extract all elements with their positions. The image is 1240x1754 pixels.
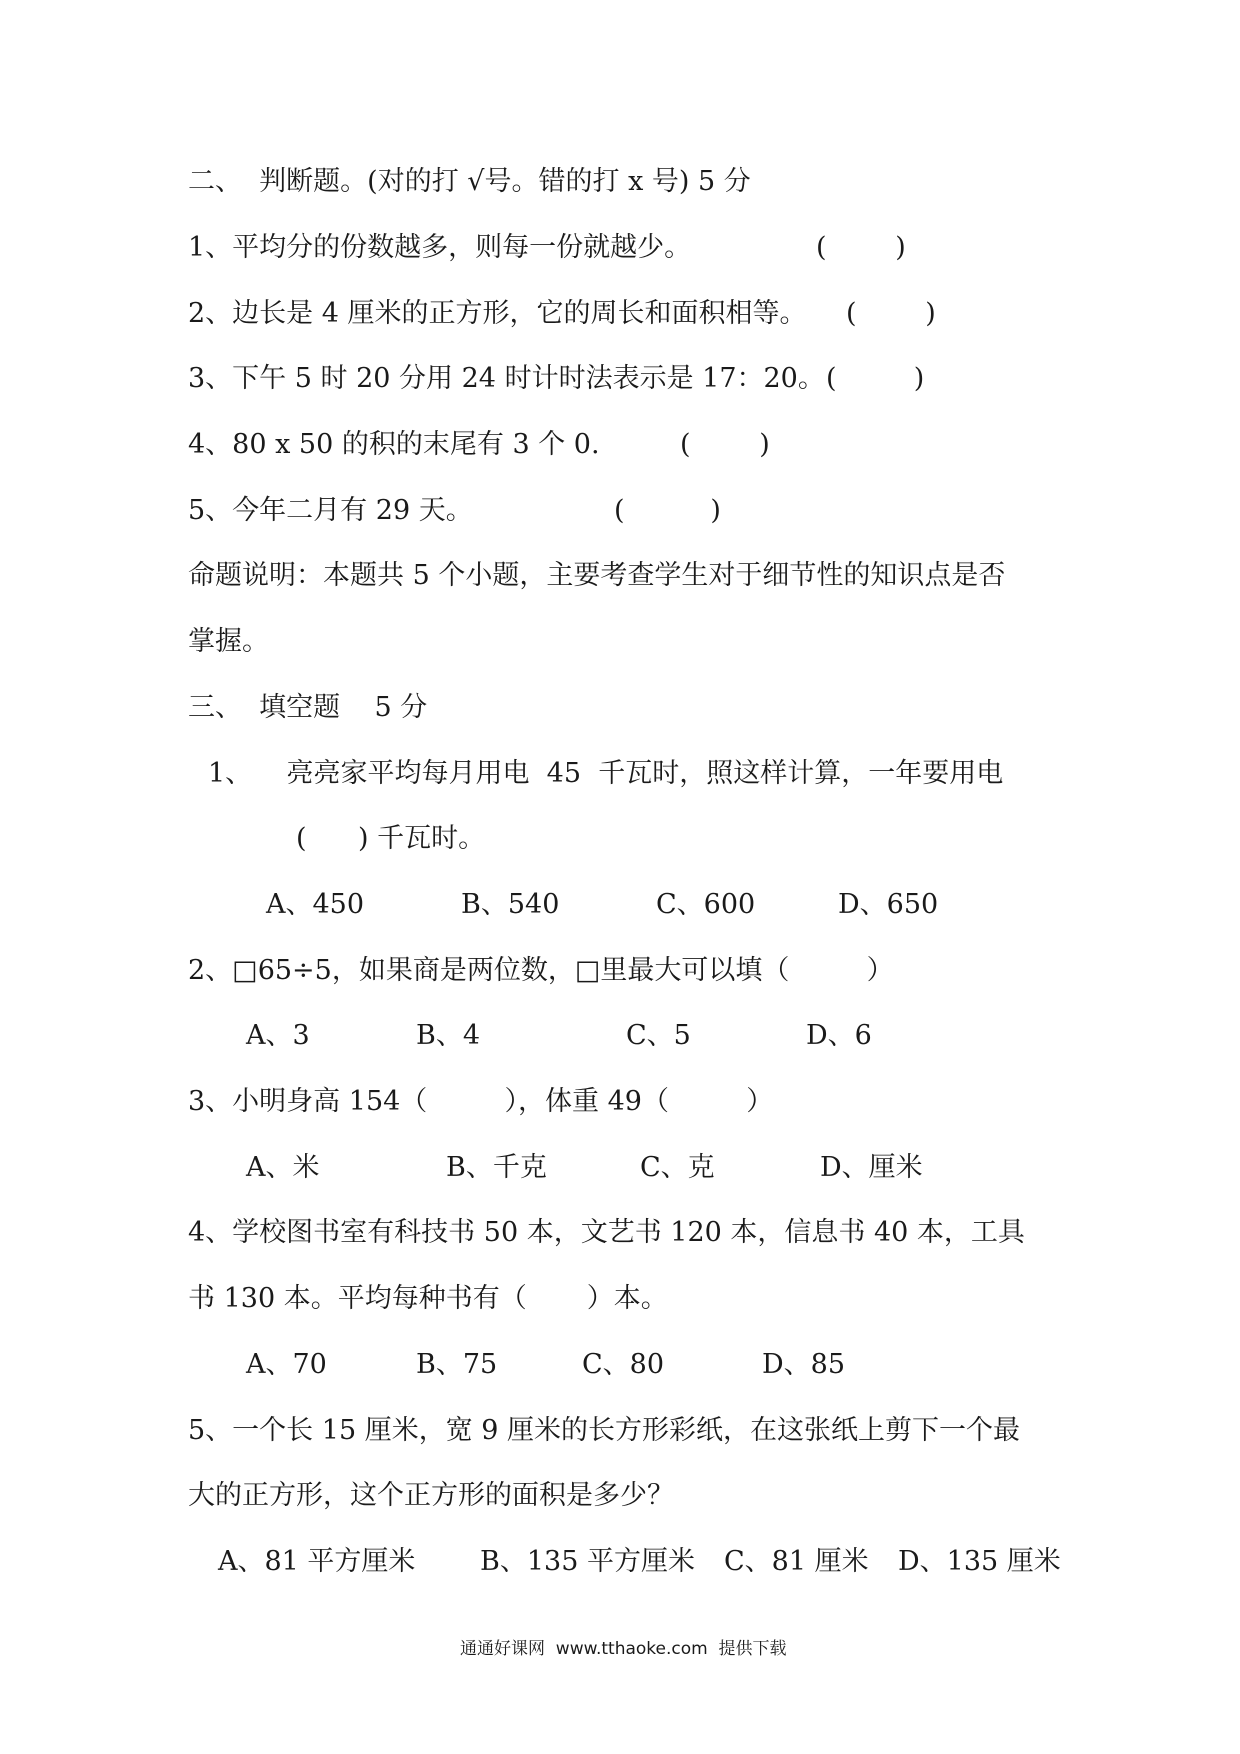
q1-option-b: B、540 bbox=[461, 889, 560, 920]
tf-item-3: 3、下午 5 时 20 分用 24 时计时法表示是 17：20。 bbox=[188, 363, 825, 394]
q3-option-b: B、千克 bbox=[446, 1152, 547, 1183]
q1-option-c: C、600 bbox=[656, 889, 756, 920]
q3-option-d: D、厘米 bbox=[820, 1152, 923, 1183]
q1-option-a: A、450 bbox=[266, 889, 365, 920]
tf-item-2: 2、边长是 4 厘米的正方形，它的周长和面积相等。 bbox=[188, 298, 807, 329]
q4-text: 4、学校图书室有科技书 50 本，文艺书 120 本，信息书 40 本，工具 bbox=[188, 1217, 1025, 1248]
q2-option-c: C、5 bbox=[626, 1020, 691, 1051]
q4-option-a: A、70 bbox=[246, 1349, 327, 1380]
q2-option-d: D、6 bbox=[806, 1020, 872, 1051]
q2-text: 2、□65÷5，如果商是两位数，□里最大可以填（ ） bbox=[188, 955, 894, 986]
tf-item-2-blank: ( ) bbox=[846, 298, 936, 329]
q3-option-a: A、米 bbox=[246, 1152, 320, 1183]
q5-option-c: C、81 厘米 bbox=[724, 1546, 869, 1577]
q2-option-a: A、3 bbox=[246, 1020, 310, 1051]
q4-option-d: D、85 bbox=[762, 1349, 846, 1380]
q1-text: 1、 亮亮家平均每月用电 45 千瓦时，照这样计算，一年要用电 bbox=[208, 758, 1004, 789]
q5-option-b: B、135 平方厘米 bbox=[480, 1546, 695, 1577]
tf-item-3-blank: ( ) bbox=[826, 363, 925, 394]
q5-text-cont: 大的正方形，这个正方形的面积是多少？ bbox=[188, 1480, 674, 1511]
tf-item-5-blank: ( ) bbox=[614, 495, 721, 526]
q5-option-a: A、81 平方厘米 bbox=[218, 1546, 416, 1577]
q1-text-cont: ( ) 千瓦时。 bbox=[296, 823, 486, 854]
q4-option-b: B、75 bbox=[416, 1349, 498, 1380]
section-2-heading: 二、 判断题。(对的打 √号。错的打 x 号) 5 分 bbox=[188, 166, 751, 197]
q5-text: 5、一个长 15 厘米，宽 9 厘米的长方形彩纸，在这张纸上剪下一个最 bbox=[188, 1415, 1021, 1446]
tf-item-4: 4、80 x 50 的积的末尾有 3 个 0. bbox=[188, 429, 600, 460]
proposition-note: 命题说明：本题共 5 个小题，主要考查学生对于细节性的知识点是否 bbox=[188, 560, 1006, 591]
q4-text-cont: 书 130 本。平均每种书有（ ）本。 bbox=[188, 1283, 668, 1314]
tf-item-5: 5、今年二月有 29 天。 bbox=[188, 495, 473, 526]
q4-option-c: C、80 bbox=[582, 1349, 665, 1380]
tf-item-4-blank: ( ) bbox=[680, 429, 770, 460]
q3-option-c: C、克 bbox=[640, 1152, 715, 1183]
tf-item-1-blank: ( ) bbox=[816, 232, 906, 263]
q5-option-d: D、135 厘米 bbox=[898, 1546, 1061, 1577]
tf-item-1: 1、平均分的份数越多，则每一份就越少。 bbox=[188, 232, 692, 263]
q1-option-d: D、650 bbox=[838, 889, 939, 920]
q2-option-b: B、4 bbox=[416, 1020, 481, 1051]
q3-text: 3、小明身高 154（ ），体重 49（ ） bbox=[188, 1086, 774, 1117]
footer-source: 通通好课网 www.tthaoke.com 提供下载 bbox=[460, 1639, 787, 1659]
proposition-note-cont: 掌握。 bbox=[188, 626, 269, 657]
section-3-heading: 三、 填空题 5 分 bbox=[188, 692, 428, 723]
